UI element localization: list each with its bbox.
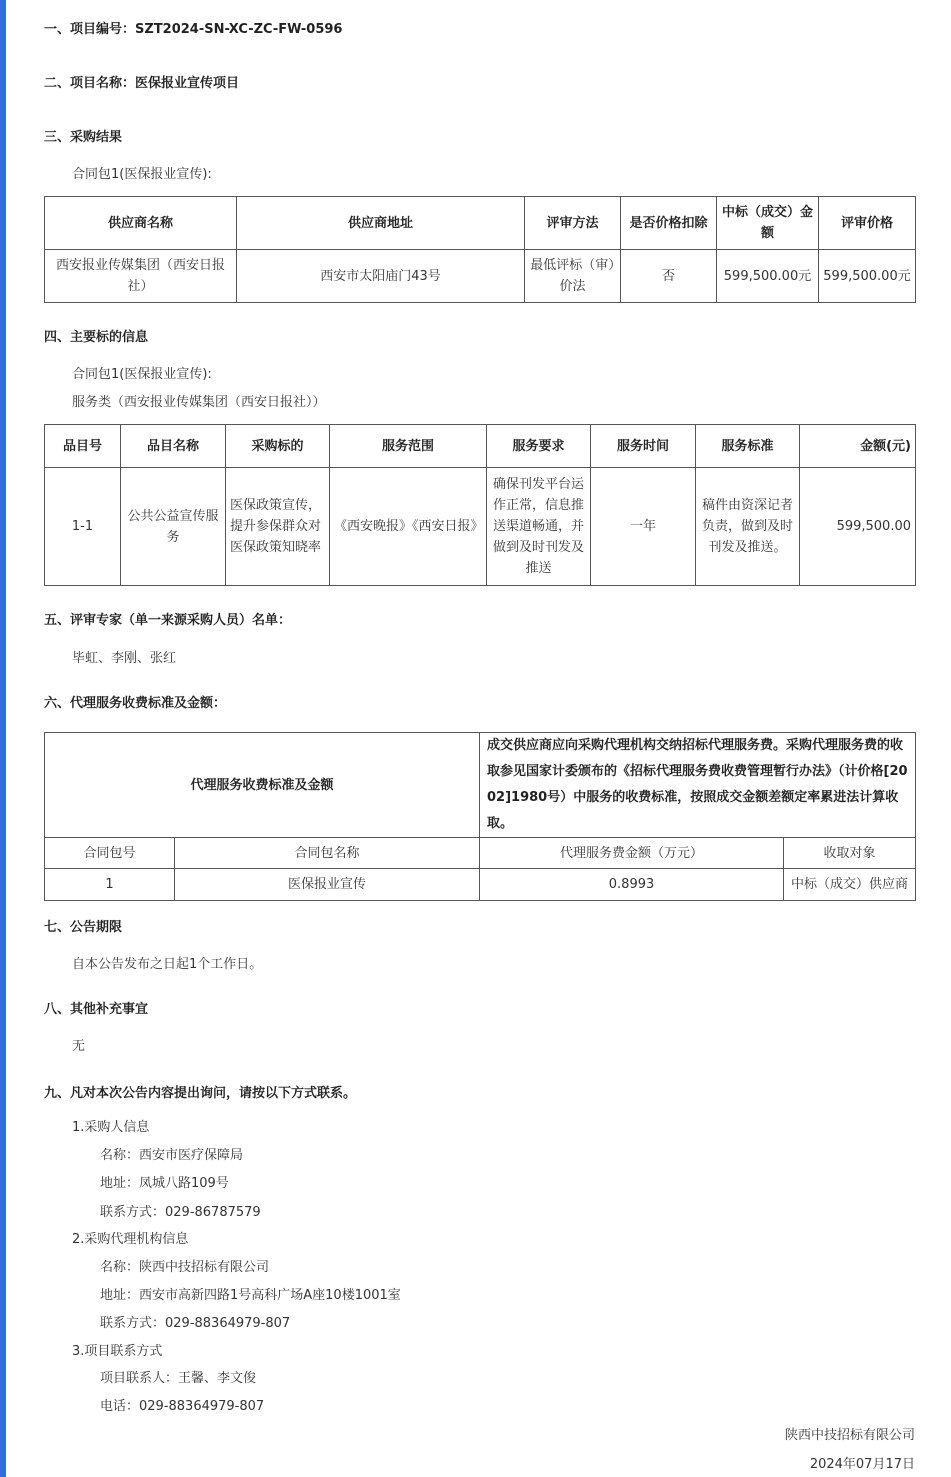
fee-table-header [45,838,916,869]
col-procurement-subject: 采购标的 [226,425,330,468]
agency-name: 名称：陕西中技招标有限公司 [100,1260,270,1275]
main-subject-heading: 四、主要标的信息 [44,330,149,345]
result-table-header [45,197,916,250]
result-package-label: 合同包1(医保报业宣传): [72,167,212,182]
fee-payer: 中标（成交）供应商 [784,869,916,901]
service-scope: 《西安晚报》《西安日报》 [330,468,487,586]
fee-amount: 0.8993 [480,869,784,901]
other-matters-text: 无 [72,1039,86,1054]
col-service-scope: 服务范围 [330,425,487,468]
col-review-method: 评审方法 [525,197,621,250]
subject-package-label: 合同包1(医保报业宣传): [72,367,212,382]
col-supplier-address: 供应商地址 [237,197,525,250]
agency-fee-table [44,732,916,901]
table-row [45,250,916,303]
item-name: 公共公益宣传服务 [121,468,226,586]
project-name: 二、项目名称：医保报业宣传项目 [44,76,240,91]
col-service-standard: 服务标准 [696,425,800,468]
review-experts-heading: 五、评审专家（单一来源采购人员）名单： [44,613,292,628]
footer-date: 2024年07月17日 [809,1457,915,1472]
purchaser-name: 名称：西安市医疗保障局 [100,1148,244,1163]
supplier-name: 西安报业传媒集团（西安日报社） [45,250,237,303]
amount: 599,500.00 [800,468,916,586]
service-time: 一年 [591,468,696,586]
col-service-requirement: 服务要求 [487,425,591,468]
col-service-time: 服务时间 [591,425,696,468]
item-no: 1-1 [45,468,121,586]
col-award-amount: 中标（成交）金额 [717,197,819,250]
fee-standard-description: 成交供应商应向采购代理机构交纳招标代理服务费。采购代理服务费的收取参见国家计委颁布的《招标代理服务费收费管理暂行办法》（计价格[2002]1980号）中服务的收费标准，按照成交金额差额定率累进法计算收取。 [480,733,916,838]
project-number: 一、项目编号：SZT2024-SN-XC-ZC-FW-0596 [44,22,343,37]
left-accent-bar [0,0,6,1477]
col-supplier-name: 供应商名称 [45,197,237,250]
price-deduction: 否 [621,250,717,303]
project-contact-title: 3.项目联系方式 [72,1344,163,1359]
table-row [45,468,916,586]
service-standard: 稿件由资深记者负责，做到及时刊发及推送。 [696,468,800,586]
col-fee-amount: 代理服务费金额（万元） [480,838,784,869]
notice-period-text: 自本公告发布之日起1个工作日。 [72,957,263,972]
agency-phone: 联系方式：029-88364979-807 [100,1316,291,1331]
col-fee-payer: 收取对象 [784,838,916,869]
agency-address: 地址：西安市高新四路1号高科广场A座10楼1001室 [100,1288,401,1303]
col-item-name: 品目名称 [121,425,226,468]
footer-organization: 陕西中技招标有限公司 [784,1428,915,1443]
purchaser-info-title: 1.采购人信息 [72,1120,150,1135]
service-requirement: 确保刊发平台运作正常，信息推送渠道畅通，并做到及时刊发及推送 [487,468,591,586]
review-experts-names: 毕虹、李刚、张红 [72,651,177,666]
col-amount: 金额(元) [800,425,916,468]
other-matters-heading: 八、其他补充事宜 [44,1002,149,1017]
agency-fee-heading: 六、代理服务收费标准及金额： [44,696,227,711]
procurement-result-heading: 三、采购结果 [44,130,123,145]
table-row [45,869,916,901]
fee-standard-row [45,733,916,838]
col-item-no: 品目号 [45,425,121,468]
notice-period-heading: 七、公告期限 [44,920,123,935]
agency-info-title: 2.采购代理机构信息 [72,1232,189,1247]
procurement-subject: 医保政策宣传，提升参保群众对医保政策知晓率 [226,468,330,586]
col-package-name: 合同包名称 [175,838,480,869]
project-contact-phone: 电话：029-88364979-807 [100,1399,265,1414]
result-table [44,196,916,303]
project-contact-persons: 项目联系人：王馨、李文俊 [100,1371,257,1386]
package-no: 1 [45,869,175,901]
col-package-no: 合同包号 [45,838,175,869]
subject-category: 服务类（西安报业传媒集团（西安日报社）） [72,395,326,410]
purchaser-address: 地址：凤城八路109号 [100,1176,229,1191]
fee-standard-label: 代理服务收费标准及金额 [45,733,480,838]
subject-table [44,424,916,586]
review-method: 最低评标（审）价法 [525,250,621,303]
package-name: 医保报业宣传 [175,869,480,901]
award-amount: 599,500.00元 [717,250,819,303]
col-review-price: 评审价格 [819,197,916,250]
contact-heading: 九、凡对本次公告内容提出询问，请按以下方式联系。 [44,1086,357,1101]
review-price: 599,500.00元 [819,250,916,303]
subject-table-header [45,425,916,468]
col-price-deduction: 是否价格扣除 [621,197,717,250]
supplier-address: 西安市太阳庙门43号 [237,250,525,303]
purchaser-phone: 联系方式：029-86787579 [100,1205,261,1220]
